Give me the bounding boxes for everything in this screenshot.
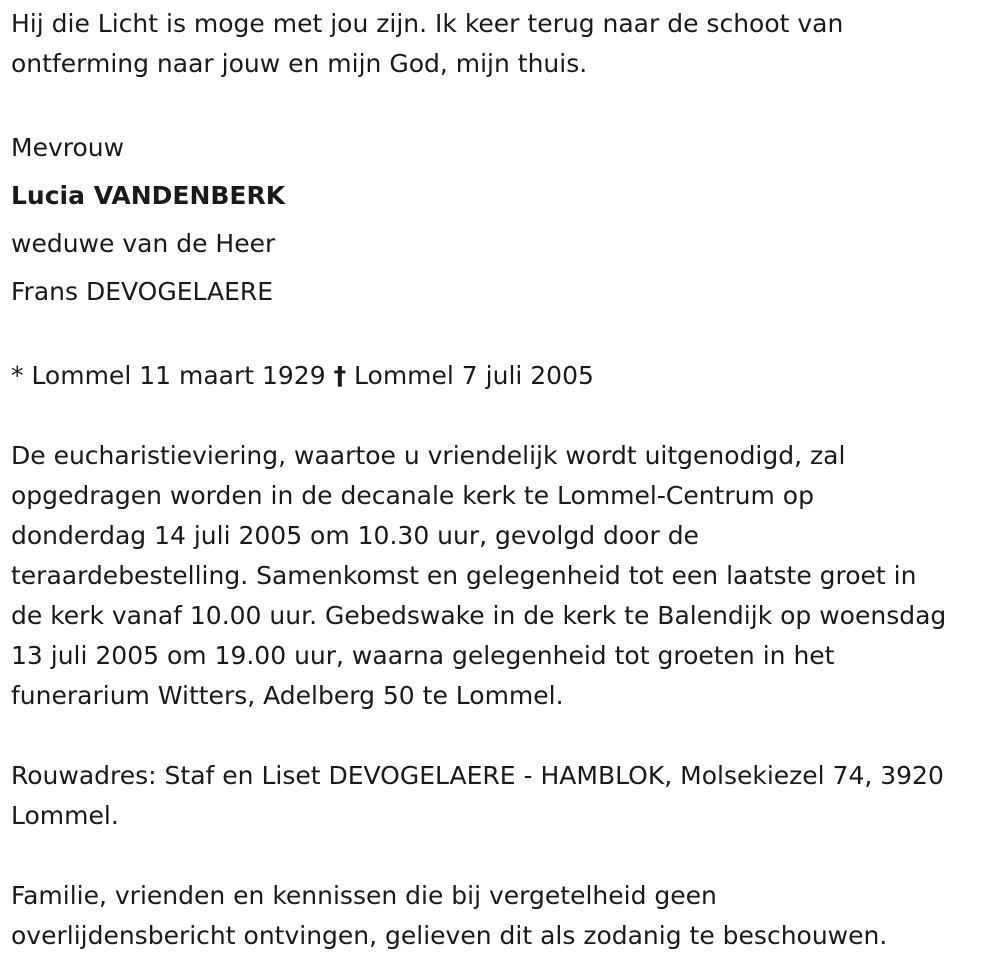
cross-icon: † bbox=[333, 361, 347, 390]
spouse-name: Frans DEVOGELAERE bbox=[11, 277, 274, 306]
verse bbox=[11, 4, 989, 84]
dates-line bbox=[11, 356, 989, 396]
ceremony-line: donderdag 14 juli 2005 om 10.30 uur, gevolgd door de bbox=[11, 521, 699, 550]
notice-line: Familie, vrienden en kennissen die bij vergetelheid geen bbox=[11, 881, 717, 910]
verse-line: Hij die Licht is moge met jou zijn. Ik keer terug naar de schoot van bbox=[11, 9, 844, 38]
relation: weduwe van de Heer bbox=[11, 229, 276, 258]
address-line: Lommel. bbox=[11, 801, 119, 830]
birth-date: * Lommel 11 maart 1929 bbox=[11, 361, 326, 390]
notice-line: overlijdensbericht ontvingen, gelieven dit als zodanig te beschouwen. bbox=[11, 921, 888, 950]
ceremony-line: 13 juli 2005 om 19.00 uur, waarna gelegenheid tot groeten in het bbox=[11, 641, 835, 670]
ceremony-details bbox=[11, 436, 989, 716]
death-date: Lommel 7 juli 2005 bbox=[354, 361, 594, 390]
address-line: Rouwadres: Staf en Liset DEVOGELAERE - HAMBLOK, Molsekiezel 74, 3920 bbox=[11, 761, 944, 790]
mourning-address bbox=[11, 756, 989, 836]
verse-line: ontferming naar jouw en mijn God, mijn thuis. bbox=[11, 49, 588, 78]
ceremony-line: De eucharistieviering, waartoe u vriendelijk wordt uitgenodigd, zal bbox=[11, 441, 846, 470]
ceremony-line: teraardebestelling. Samenkomst en gelegenheid tot een laatste groet in bbox=[11, 561, 917, 590]
family-notice bbox=[11, 876, 989, 956]
ceremony-line: funerarium Witters, Adelberg 50 te Lommel. bbox=[11, 681, 564, 710]
salutation: Mevrouw bbox=[11, 133, 125, 162]
deceased-name: Lucia VANDENBERK bbox=[11, 181, 286, 210]
deceased-info bbox=[11, 124, 989, 316]
ceremony-line: de kerk vanaf 10.00 uur. Gebedswake in de kerk te Balendijk op woensdag bbox=[11, 601, 947, 630]
dates bbox=[11, 356, 989, 396]
ceremony-line: opgedragen worden in de decanale kerk te Lommel-Centrum op bbox=[11, 481, 814, 510]
